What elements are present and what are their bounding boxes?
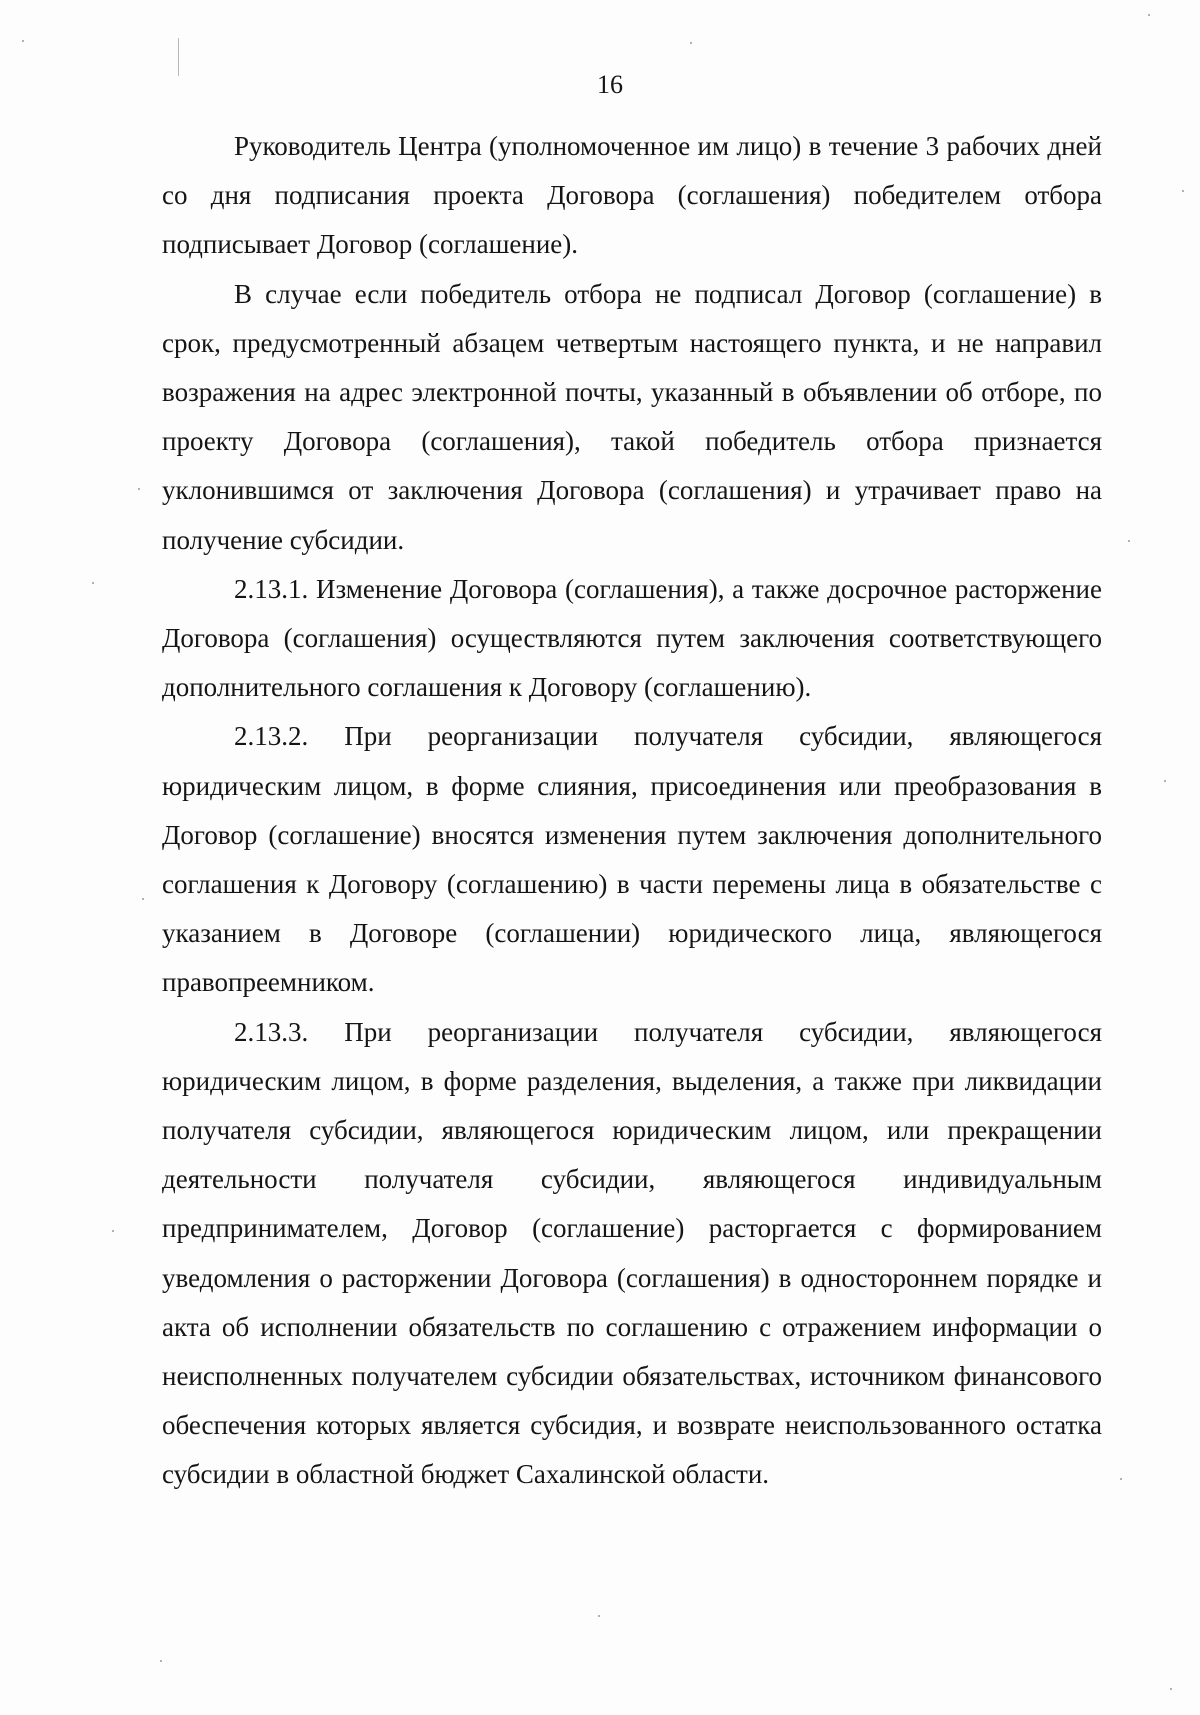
scan-speck: [138, 488, 140, 490]
scan-speck: [1170, 1688, 1172, 1690]
scan-speck: [1182, 190, 1184, 192]
scan-speck: [112, 1230, 114, 1232]
scan-speck: [1148, 14, 1150, 16]
paragraph-2-13-1: 2.13.1. Изменение Договора (соглашения), а также досрочное расторжение Договора (соглашения) осуществляются путем заключения соответствующего дополнительного соглашения к Договору (соглашению).: [162, 573, 1102, 703]
document-body: [162, 122, 1102, 1500]
scan-artifact-line: [178, 38, 179, 76]
scan-speck: [1164, 780, 1166, 782]
scan-speck: [160, 1660, 162, 1662]
scan-speck: [1128, 540, 1130, 542]
paragraph-evasion-consequences: В случае если победитель отбора не подписал Договор (соглашение) в срок, предусмотренный абзацем четвертым настоящего пункта, и не направил возражения на адрес электронной почты, указанный в объявлении об отборе, по проекту Договора (соглашения), такой победитель отбора признается уклонившимся от заключения Договора (соглашения) и утрачивает право на получение субсидии.: [162, 278, 1102, 555]
scan-speck: [142, 898, 144, 900]
paragraph-2-13-3: 2.13.3. При реорганизации получателя субсидии, являющегося юридическим лицом, в форме разделения, выделения, а также при ликвидации получателя субсидии, являющегося юридическим лицом, или прекращении деятельности получателя субсидии, являющегося индивидуальным предпринимателем, Договор (соглашение) расторгается с формированием уведомления о расторжении Договора (соглашения) в одностороннем порядке и акта об исполнении обязательств по соглашению с отражением информации о неисполненных получателем субсидии обязательствах, источником финансового обеспечения которых является субсидия, и возврате неиспользованного остатка субсидии в областной бюджет Сахалинской области.: [162, 1016, 1102, 1490]
scan-speck: [22, 40, 24, 42]
page-number: 16: [597, 70, 623, 99]
scan-speck: [92, 582, 94, 584]
scan-speck: [690, 42, 692, 44]
scan-speck: [598, 1615, 600, 1617]
paragraph-2-13-2: 2.13.2. При реорганизации получателя субсидии, являющегося юридическим лицом, в форме слияния, присоединения или преобразования в Договор (соглашение) вносятся изменения путем заключения дополнительного соглашения к Договору (соглашению) в части перемены лица в обязательстве с указанием в Договоре (соглашении) юридического лица, являющегося правопреемником.: [162, 721, 1102, 998]
scan-speck: [1120, 1478, 1122, 1480]
paragraph-signing-deadline: Руководитель Центра (уполномоченное им лицо) в течение 3 рабочих дней со дня подписания проекта Договора (соглашения) победителем отбора подписывает Договор (соглашение).: [162, 131, 1102, 260]
